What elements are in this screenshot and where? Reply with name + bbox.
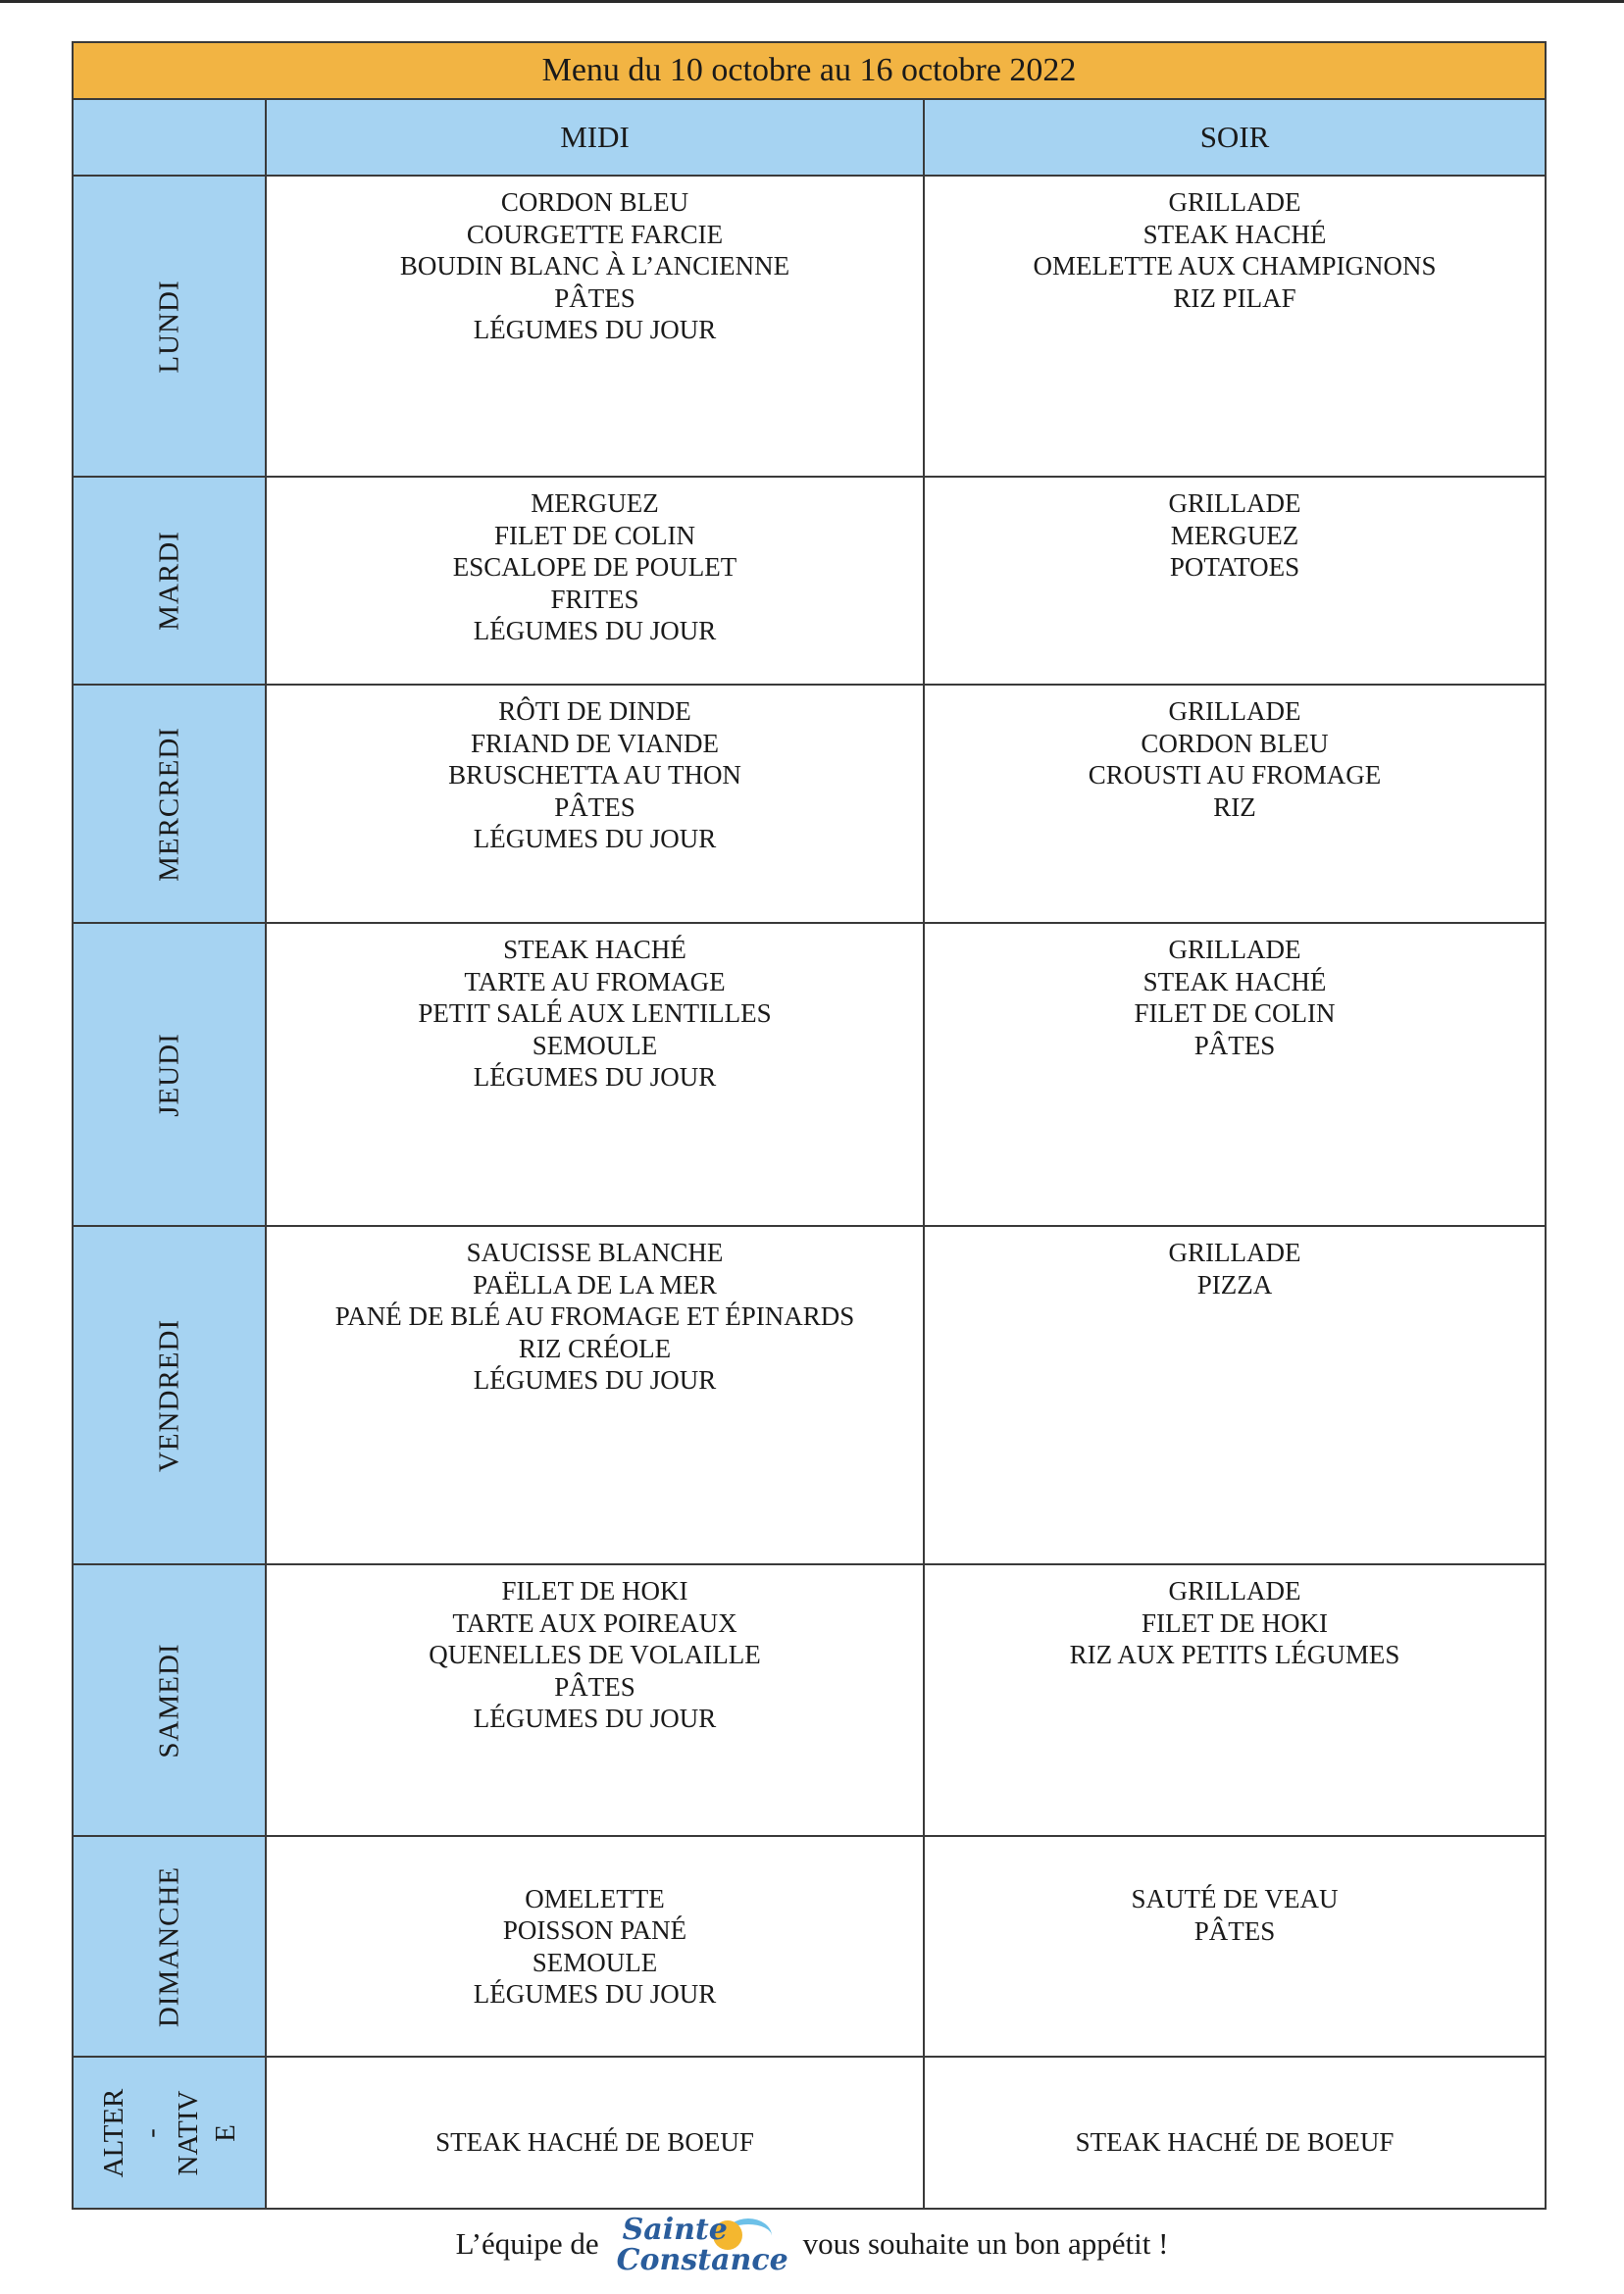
dish: FILET DE HOKI	[1142, 1607, 1328, 1638]
dish: BRUSCHETTA AU THON	[448, 760, 741, 790]
top-border-line	[0, 0, 1624, 3]
soir-cell	[924, 1564, 1546, 1836]
dish: ESCALOPE DE POULET	[452, 552, 737, 582]
dish: PÂTES	[554, 791, 635, 822]
dish: RIZ CRÉOLE	[518, 1333, 672, 1363]
alternative-row	[73, 2057, 1546, 2209]
alternative-midi-cell	[266, 2057, 924, 2209]
midi-cell	[266, 176, 924, 477]
midi-cell	[266, 477, 924, 685]
day-row-mercredi	[73, 685, 1546, 923]
dish: STEAK HACHÉ	[503, 935, 686, 964]
day-label: SAMEDI	[153, 1642, 184, 1759]
footer-text-before: L’équipe de	[455, 2226, 599, 2261]
alternative-label-line: -	[134, 2127, 167, 2138]
menu-title: Menu du 10 octobre au 16 octobre 2022	[73, 42, 1546, 99]
day-row-vendredi	[73, 1226, 1546, 1564]
dish: PÂTES	[554, 282, 635, 313]
day-cell	[73, 1564, 266, 1836]
day-row-mardi	[73, 477, 1546, 685]
day-label: MARDI	[153, 531, 184, 631]
day-label: DIMANCHE	[153, 1865, 184, 2027]
dish: QUENELLES DE VOLAILLE	[429, 1640, 761, 1669]
alternative-label-line: ALTER	[97, 2088, 129, 2177]
dish: CROUSTI AU FROMAGE	[1088, 760, 1382, 790]
midi-cell	[266, 923, 924, 1226]
alternative-soir-cell	[924, 2057, 1546, 2209]
day-cell	[73, 1226, 266, 1564]
midi-cell	[266, 1226, 924, 1564]
dish: MERGUEZ	[531, 488, 659, 518]
dish: LÉGUMES DU JOUR	[473, 1365, 717, 1395]
midi-cell	[266, 685, 924, 923]
dish: OMELETTE	[525, 1883, 665, 1913]
dish: LÉGUMES DU JOUR	[473, 616, 717, 645]
dish: CORDON BLEU	[1141, 728, 1329, 758]
dish: RIZ PILAF	[1173, 282, 1296, 313]
footer-text-after: vous souhaite un bon appétit !	[802, 2226, 1169, 2261]
dish: LÉGUMES DU JOUR	[473, 315, 717, 344]
soir-cell	[924, 923, 1546, 1226]
dish: POTATOES	[1169, 552, 1300, 582]
dish: PAËLLA DE LA MER	[473, 1269, 717, 1300]
dish: GRILLADE	[1168, 187, 1301, 217]
logo-text-sainte: Sainte	[622, 2213, 728, 2247]
alternative-label-line: E	[209, 2123, 241, 2142]
dish: CORDON BLEU	[500, 187, 689, 217]
midi-cell	[266, 1836, 924, 2057]
dish: STEAK HACHÉ	[1142, 966, 1327, 996]
sainte-constance-logo	[617, 2215, 786, 2273]
day-cell	[73, 685, 266, 923]
dish: LÉGUMES DU JOUR	[473, 1704, 717, 1733]
dish: PÂTES	[554, 1671, 635, 1702]
day-label: JEUDI	[153, 1032, 184, 1117]
footer-message	[0, 2215, 1624, 2273]
dish: FRIAND DE VIANDE	[471, 728, 719, 758]
dish: SAUCISSE BLANCHE	[466, 1238, 724, 1267]
dish: LÉGUMES DU JOUR	[473, 1979, 717, 2009]
dish: RIZ	[1213, 791, 1256, 822]
dish: TARTE AUX POIREAUX	[452, 1607, 737, 1638]
soir-cell	[924, 685, 1546, 923]
dish: FILET DE HOKI	[501, 1576, 688, 1606]
logo-text-constance: Constance	[616, 2246, 788, 2273]
day-label: LUNDI	[153, 279, 184, 374]
dish: SAUTÉ DE VEAU	[1131, 1884, 1339, 1913]
dish: FILET DE COLIN	[494, 520, 695, 550]
day-cell	[73, 1836, 266, 2057]
dish: TARTE AU FROMAGE	[464, 966, 726, 996]
dish: SEMOULE	[532, 1030, 658, 1060]
day-row-samedi	[73, 1564, 1546, 1836]
soir-cell	[924, 1226, 1546, 1564]
dish: RÔTI DE DINDE	[498, 696, 691, 726]
dish: GRILLADE	[1168, 488, 1301, 518]
dish: FRITES	[550, 584, 639, 614]
day-row-lundi	[73, 176, 1546, 477]
dish: STEAK HACHÉ DE BOEUF	[435, 2127, 754, 2158]
day-cell	[73, 477, 266, 685]
dish: STEAK HACHÉ DE BOEUF	[1075, 2127, 1395, 2158]
alternative-label-cell	[73, 2057, 266, 2209]
dish: POISSON PANÉ	[502, 1915, 687, 1945]
dish: MERGUEZ	[1170, 520, 1299, 550]
day-cell	[73, 176, 266, 477]
menu-table	[72, 41, 1547, 2210]
dish: FILET DE COLIN	[1134, 998, 1336, 1028]
column-header-midi: MIDI	[266, 99, 924, 176]
soir-cell	[924, 1836, 1546, 2057]
dish: PÂTES	[1193, 1915, 1276, 1946]
column-header-soir: SOIR	[924, 99, 1546, 176]
dish: STEAK HACHÉ	[1142, 219, 1327, 249]
dish: PÂTES	[1193, 1030, 1276, 1060]
dish: PANÉ DE BLÉ AU FROMAGE ET ÉPINARDS	[334, 1301, 855, 1331]
dish: PETIT SALÉ AUX LENTILLES	[418, 998, 772, 1028]
day-row-jeudi	[73, 923, 1546, 1226]
dish: OMELETTE AUX CHAMPIGNONS	[1033, 251, 1437, 280]
alternative-label	[95, 2088, 244, 2177]
dish: PIZZA	[1196, 1269, 1273, 1300]
dish: SEMOULE	[532, 1947, 658, 1977]
soir-cell	[924, 477, 1546, 685]
corner-cell	[73, 99, 266, 176]
dish: GRILLADE	[1168, 935, 1301, 964]
dish: LÉGUMES DU JOUR	[473, 1062, 717, 1092]
dish: GRILLADE	[1168, 1576, 1301, 1606]
dish: LÉGUMES DU JOUR	[473, 824, 717, 853]
soir-cell	[924, 176, 1546, 477]
day-label: MERCREDI	[153, 726, 184, 882]
day-cell	[73, 923, 266, 1226]
day-row-dimanche	[73, 1836, 1546, 2057]
midi-cell	[266, 1564, 924, 1836]
alternative-label-line: NATIV	[172, 2090, 204, 2175]
dish: BOUDIN BLANC À L’ANCIENNE	[399, 251, 790, 280]
spacer	[925, 1947, 1545, 2010]
dish: RIZ AUX PETITS LÉGUMES	[1069, 1640, 1400, 1669]
dish: GRILLADE	[1168, 1238, 1301, 1267]
dish: GRILLADE	[1168, 696, 1301, 726]
day-label: VENDREDI	[153, 1318, 184, 1472]
dish: COURGETTE FARCIE	[466, 219, 724, 249]
